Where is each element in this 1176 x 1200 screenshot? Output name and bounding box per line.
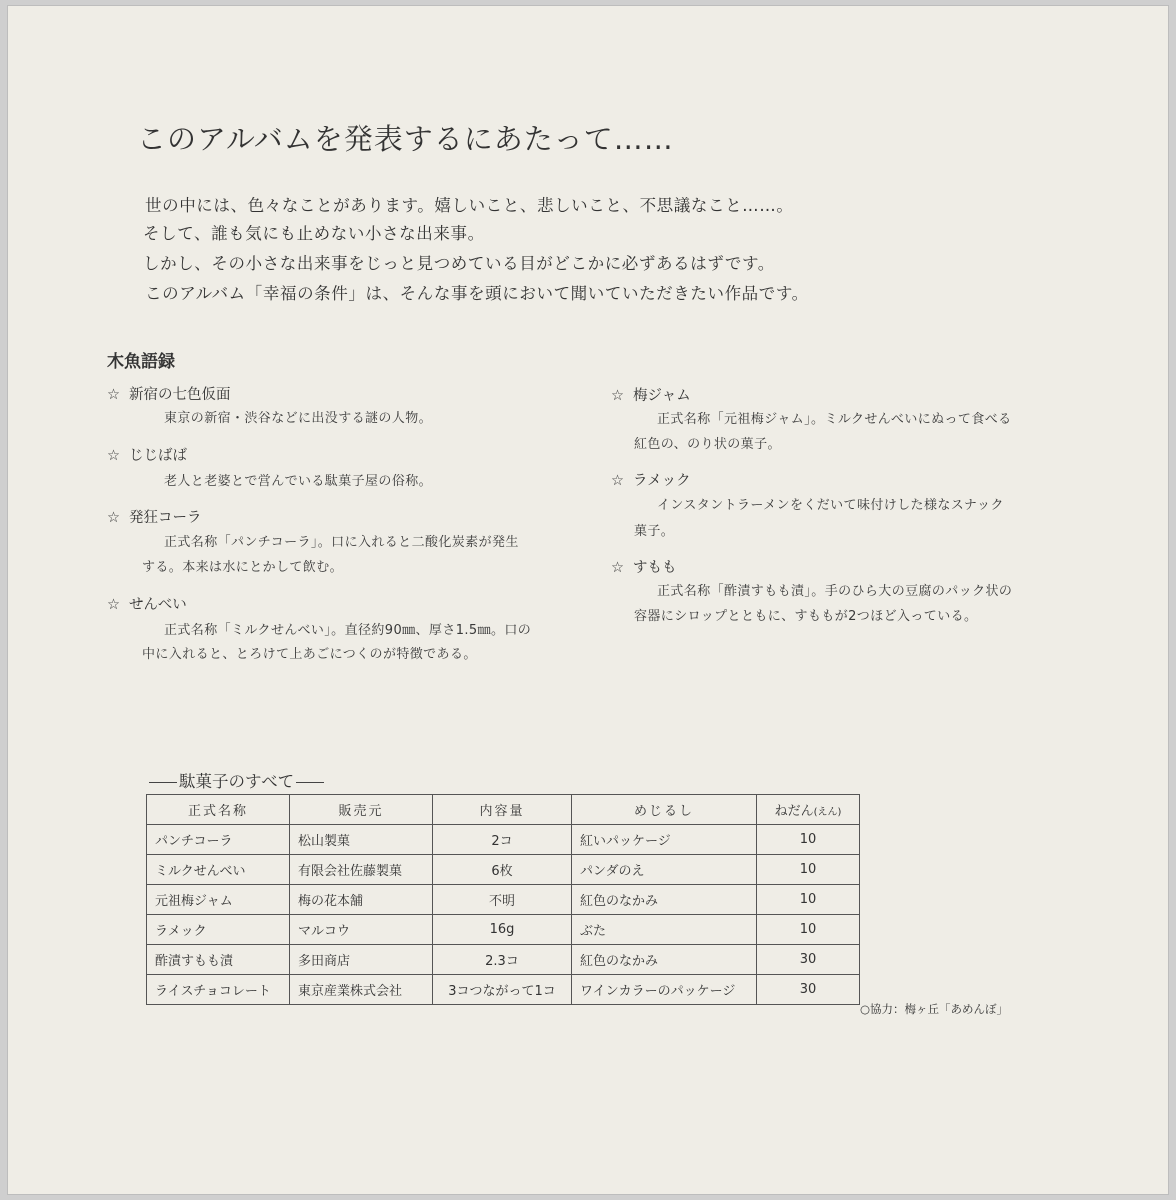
glossary-desc: 東京の新宿・渋谷などに出没する謎の人物。: [164, 411, 433, 426]
glossary-desc: 正式名称「酢漬すもも漬」。手のひら大の豆腐のパック状の: [657, 584, 1013, 599]
credit-note: ○協力：梅ヶ丘「あめんぼ」: [860, 1002, 1009, 1016]
cell-marker: 紅いパッケージ: [572, 825, 757, 855]
title-rule: [296, 782, 324, 783]
section-title: 木魚語録: [107, 352, 175, 372]
table-title: 駄菓子のすべて: [147, 768, 326, 792]
intro-line-2: そして、誰も気にも止めない小さな出来事。: [143, 224, 485, 243]
cell-seller: 梅の花本舗: [290, 885, 433, 915]
cell-official-name: ラメック: [147, 915, 290, 945]
glossary-term: ☆ じじばば: [107, 448, 187, 464]
cell-marker: 紅色のなかみ: [572, 885, 757, 915]
cell-seller: 多田商店: [290, 945, 433, 975]
glossary-term: ☆ 梅ジャム: [611, 388, 691, 404]
cell-marker: ワインカラーのパッケージ: [572, 975, 757, 1005]
cell-seller: 有限会社佐藤製菓: [290, 855, 433, 885]
cell-price: 10: [757, 855, 860, 885]
cell-official-name: パンチコーラ: [147, 825, 290, 855]
cell-quantity: 16g: [433, 915, 572, 945]
star-icon: ☆: [611, 388, 624, 404]
cell-quantity: 2.3コ: [433, 945, 572, 975]
glossary-term: ☆ すもも: [611, 560, 677, 576]
table-header-row: [147, 795, 860, 825]
glossary-desc: 正式名称「ミルクせんべい」。直径約90㎜、厚さ1.5㎜。口の: [164, 623, 532, 638]
star-icon: ☆: [611, 560, 624, 576]
cell-seller: 松山製菓: [290, 825, 433, 855]
table-row: [147, 855, 860, 885]
star-icon: ☆: [107, 597, 120, 613]
star-icon: ☆: [107, 448, 120, 464]
glossary-desc: 中に入れると、とろけて上あごにつくのが特徴である。: [142, 647, 477, 662]
glossary-desc: 紅色の、のり状の菓子。: [634, 437, 781, 452]
glossary-term: ☆ ラメック: [611, 473, 691, 489]
cell-marker: 紅色のなかみ: [572, 945, 757, 975]
cell-official-name: 元祖梅ジャム: [147, 885, 290, 915]
glossary-term: ☆ せんべい: [107, 597, 187, 613]
title-rule: [149, 782, 177, 783]
header-quantity: 内容量: [433, 795, 572, 825]
header-official-name: 正式名称: [147, 795, 290, 825]
glossary-desc: 菓子。: [634, 524, 675, 539]
header-marker: めじるし: [572, 795, 757, 825]
intro-line-1: 世の中には、色々なことがあります。嬉しいこと、悲しいこと、不思議なこと……。: [145, 196, 794, 215]
intro-line-3: しかし、その小さな出来事をじっと見つめている目がどこかに必ずあるはずです。: [143, 254, 775, 273]
glossary-term: ☆ 発狂コーラ: [107, 510, 202, 526]
cell-official-name: ライスチョコレート: [147, 975, 290, 1005]
header-seller: 販売元: [290, 795, 433, 825]
cell-price: 30: [757, 945, 860, 975]
cell-official-name: ミルクせんべい: [147, 855, 290, 885]
cell-official-name: 酢漬すもも漬: [147, 945, 290, 975]
cell-quantity: 6枚: [433, 855, 572, 885]
sweets-table: [146, 794, 860, 1005]
cell-quantity: 不明: [433, 885, 572, 915]
intro-line-4: このアルバム「幸福の条件」は、そんな事を頭において聞いていただきたい作品です。: [145, 284, 809, 303]
cell-seller: マルコウ: [290, 915, 433, 945]
page-title: このアルバムを発表するにあたって……: [137, 122, 674, 156]
star-icon: ☆: [107, 387, 120, 403]
glossary-term: ☆ 新宿の七色仮面: [107, 387, 231, 403]
star-icon: ☆: [611, 473, 624, 489]
glossary-desc: 正式名称「パンチコーラ」。口に入れると二酸化炭素が発生: [164, 535, 519, 550]
cell-price: 30: [757, 975, 860, 1005]
cell-price: 10: [757, 915, 860, 945]
glossary-desc: インスタントラーメンをくだいて味付けした様なスナック: [657, 498, 1004, 513]
cell-quantity: 3コつながって1コ: [433, 975, 572, 1005]
table-row: [147, 825, 860, 855]
star-icon: ☆: [107, 510, 120, 526]
glossary-desc: 正式名称「元祖梅ジャム」。ミルクせんべいにぬって食べる: [657, 412, 1012, 427]
table-row: [147, 975, 860, 1005]
cell-marker: ぶた: [572, 915, 757, 945]
cell-price: 10: [757, 825, 860, 855]
cell-quantity: 2コ: [433, 825, 572, 855]
cell-marker: パンダのえ: [572, 855, 757, 885]
cell-price: 10: [757, 885, 860, 915]
glossary-desc: する。本来は水にとかして飲む。: [142, 560, 344, 575]
table-row: [147, 885, 860, 915]
glossary-desc: 老人と老婆とで営んでいる駄菓子屋の俗称。: [164, 474, 433, 489]
table-row: [147, 945, 860, 975]
header-price: ねだん(えん): [757, 795, 860, 825]
table-row: [147, 915, 860, 945]
glossary-desc: 容器にシロップとともに、すももが2つほど入っている。: [634, 609, 978, 624]
cell-seller: 東京産業株式会社: [290, 975, 433, 1005]
